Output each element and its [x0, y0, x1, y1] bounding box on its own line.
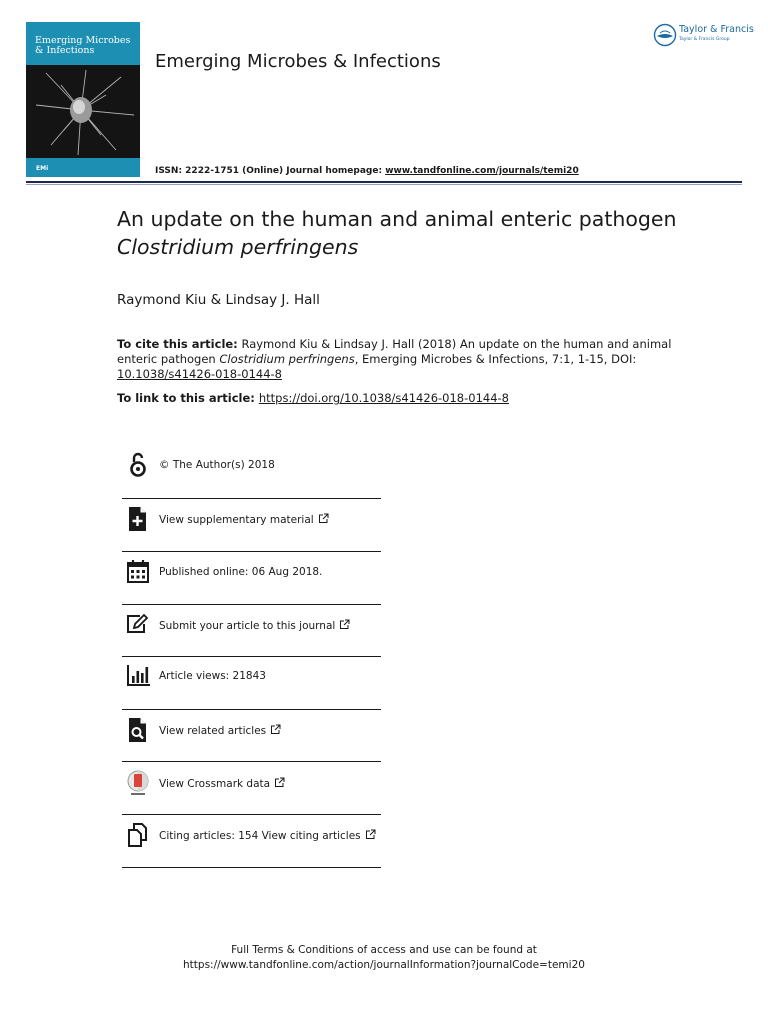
- info-divider: [122, 761, 381, 762]
- cite-label: To cite this article:: [117, 337, 238, 351]
- cite-doi-link[interactable]: 10.1038/s41426-018-0144-8: [117, 367, 282, 381]
- submit-text: Submit your article to this journal: [159, 620, 336, 632]
- citing-label: [159, 829, 376, 842]
- info-row-crossmark[interactable]: [122, 769, 381, 799]
- crossmark-icon: [125, 769, 151, 797]
- cover-tag: EMi: [36, 165, 49, 172]
- supplementary-label: [159, 513, 329, 526]
- publisher-logo[interactable]: [653, 21, 753, 49]
- info-row-license: [122, 451, 381, 481]
- license-label: © The Author(s) 2018: [159, 459, 275, 471]
- info-divider: [122, 867, 381, 868]
- journal-homepage-link[interactable]: www.tandfonline.com/journals/temi20: [385, 166, 579, 176]
- info-row-related[interactable]: [122, 716, 381, 746]
- edit-icon: [125, 611, 151, 639]
- info-divider: [122, 604, 381, 605]
- citing-articles-icon: [125, 821, 151, 849]
- info-row-views: [122, 662, 381, 692]
- crossmark-label: [159, 777, 285, 790]
- article-title-species: Clostridium perfringens: [117, 235, 359, 259]
- article-authors: Raymond Kiu & Lindsay J. Hall: [117, 292, 320, 308]
- header-rule: [26, 181, 742, 183]
- views-label: Article views: 21843: [159, 670, 266, 682]
- info-divider: [122, 814, 381, 815]
- info-divider: [122, 656, 381, 657]
- published-label: Published online: 06 Aug 2018.: [159, 566, 323, 578]
- article-doi-link[interactable]: https://doi.org/10.1038/s41426-018-0144-8: [258, 391, 509, 405]
- publisher-name: Taylor & Francis: [679, 24, 754, 35]
- info-row-supplementary[interactable]: [122, 505, 381, 535]
- info-row-published: [122, 558, 381, 588]
- info-divider: [122, 709, 381, 710]
- link-label: To link to this article:: [117, 391, 255, 405]
- related-label: [159, 724, 281, 737]
- calendar-icon: [125, 558, 151, 586]
- issn-text: ISSN: 2222-1751 (Online) Journal homepage:: [155, 166, 386, 176]
- supplementary-file-icon: [125, 505, 151, 533]
- external-link-icon: [274, 777, 285, 788]
- issn-line: [155, 166, 579, 176]
- search-document-icon: [125, 716, 151, 744]
- terms-line-1: Full Terms & Conditions of access and use can be found at: [231, 944, 537, 956]
- crossmark-text: View Crossmark data: [159, 778, 271, 790]
- citing-text: Citing articles: 154 View citing articles: [159, 830, 361, 842]
- terms-footer: [0, 943, 768, 973]
- cover-microbe-image: [26, 65, 140, 158]
- journal-cover[interactable]: [26, 22, 140, 177]
- article-title-text: An update on the human and animal enteric pathogen: [117, 207, 677, 231]
- citation-block: [117, 337, 677, 382]
- external-link-icon: [318, 513, 329, 524]
- cite-text-2: , Emerging Microbes & Infections, 7:1, 1-15, DOI:: [354, 352, 637, 366]
- cover-title: Emerging Microbes & Infections: [35, 35, 131, 56]
- open-access-icon: [125, 451, 151, 479]
- info-row-citing[interactable]: [122, 821, 381, 851]
- header-rule-thin: [26, 184, 742, 185]
- external-link-icon: [339, 619, 350, 630]
- article-title: [117, 205, 677, 261]
- submit-label: [159, 619, 350, 632]
- supplementary-text: View supplementary material: [159, 514, 314, 526]
- terms-url[interactable]: https://www.tandfonline.com/action/journalInformation?journalCode=temi20: [183, 959, 585, 971]
- cite-text-1: Raymond Kiu & Lindsay J. Hall (2018) An update on the human and animal enteric pathogen: [117, 337, 672, 366]
- cite-species: Clostridium perfringens: [219, 352, 355, 366]
- article-link-line: [117, 391, 509, 405]
- info-divider: [122, 551, 381, 552]
- publisher-logo-icon: [653, 23, 677, 47]
- journal-title: Emerging Microbes & Infections: [155, 51, 441, 72]
- external-link-icon: [365, 829, 376, 840]
- info-divider: [122, 498, 381, 499]
- bar-chart-icon: [125, 662, 151, 690]
- related-text: View related articles: [159, 725, 267, 737]
- info-row-submit[interactable]: [122, 611, 381, 641]
- external-link-icon: [270, 724, 281, 735]
- publisher-subname: Taylor & Francis Group: [679, 37, 730, 42]
